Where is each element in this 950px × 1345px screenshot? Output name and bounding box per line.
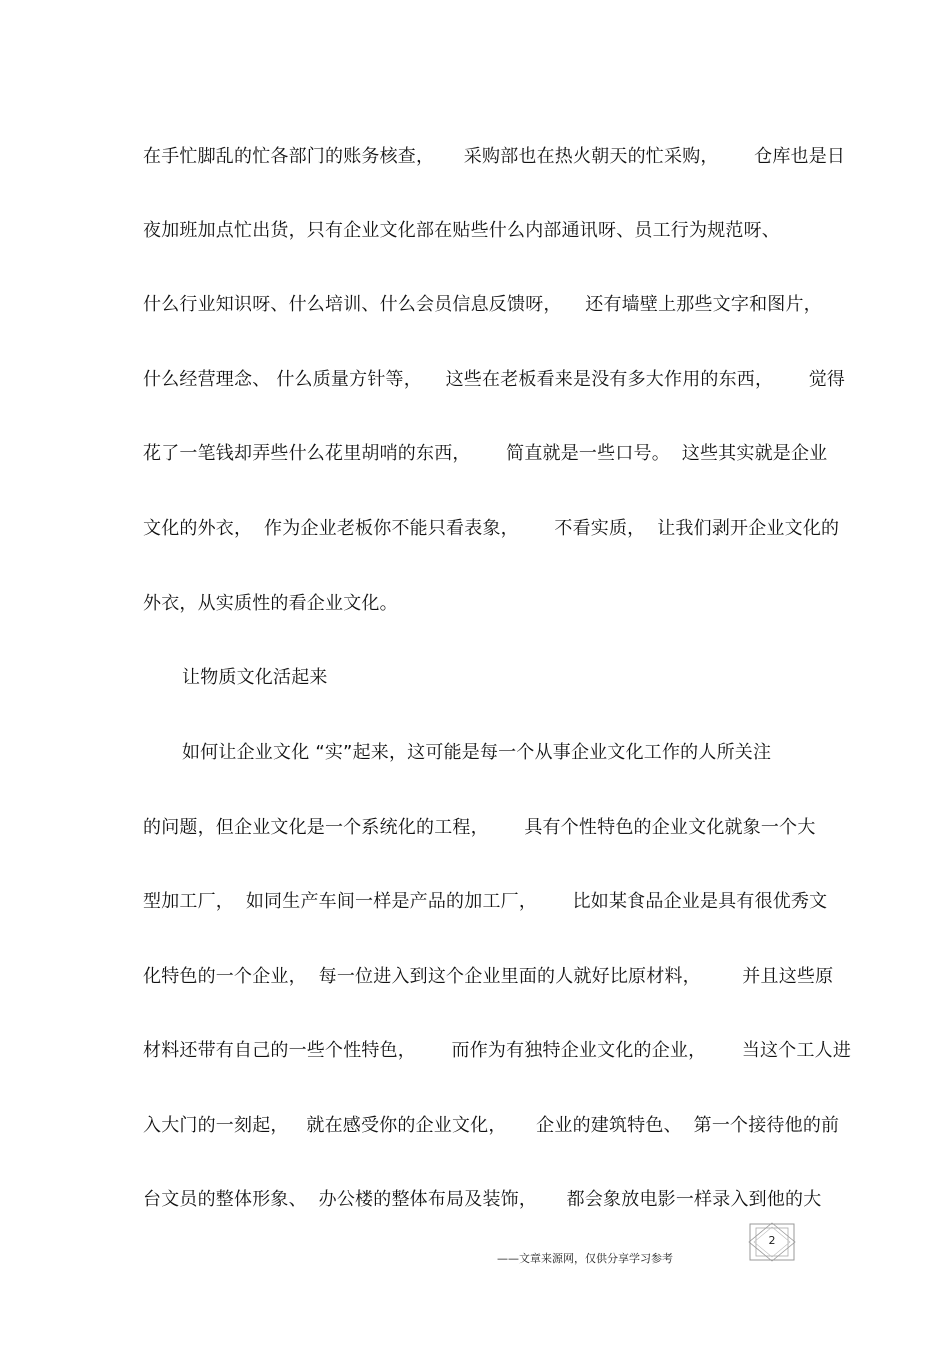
paragraph-line: 材料还带有自己的一些个性特色， 而作为有独特企业文化的企业， 当这个工人进 [143,1040,852,1061]
paragraph-line: 化特色的一个企业， 每一位进入到这个企业里面的人就好比原材料， 并且这些原 [143,966,834,987]
paragraph-line: 夜加班加点忙出货，只有企业文化部在贴些什么内部通讯呀、员工行为规范呀、 [143,220,780,241]
paragraph-line: 花了一笔钱却弄些什么花里胡哨的东西， 简直就是一些口号。 这些其实就是企业 [143,443,828,464]
paragraph-line: 外衣，从实质性的看企业文化。 [143,593,398,614]
paragraph-line: 入大门的一刻起， 就在感受你的企业文化， 企业的建筑特色、 第一个接待他的前 [143,1115,840,1136]
paragraph-line: 什么行业知识呀、什么培训、什么会员信息反馈呀， 还有墙壁上那些文字和图片， [143,294,822,315]
paragraph-line: 在手忙脚乱的忙各部门的账务核查， 采购部也在热火朝天的忙采购， 仓库也是日 [143,146,846,167]
paragraph-line: 文化的外衣， 作为企业老板你不能只看表象， 不看实质， 让我们剥开企业文化的 [143,518,840,539]
page-number: 2 [768,1234,776,1247]
paragraph-line: 如何让企业文化 “实”起来，这可能是每一个从事企业文化工作的人所关注 [182,742,772,763]
section-heading: 让物质文化活起来 [182,667,328,688]
paragraph-line: 型加工厂， 如同生产车间一样是产品的加工厂， 比如某食品企业是具有很优秀文 [143,891,828,912]
paragraph-line: 的问题，但企业文化是一个系统化的工程， 具有个性特色的企业文化就象一个大 [143,817,816,838]
paragraph-line: 什么经营理念、 什么质量方针等， 这些在老板看来是没有多大作用的东西， 觉得 [143,369,846,390]
footer-source-note: ——文章来源网，仅供分享学习参考 [497,1252,673,1265]
paragraph-line: 台文员的整体形象、 办公楼的整体布局及装饰， 都会象放电影一样录入到他的大 [143,1189,822,1210]
